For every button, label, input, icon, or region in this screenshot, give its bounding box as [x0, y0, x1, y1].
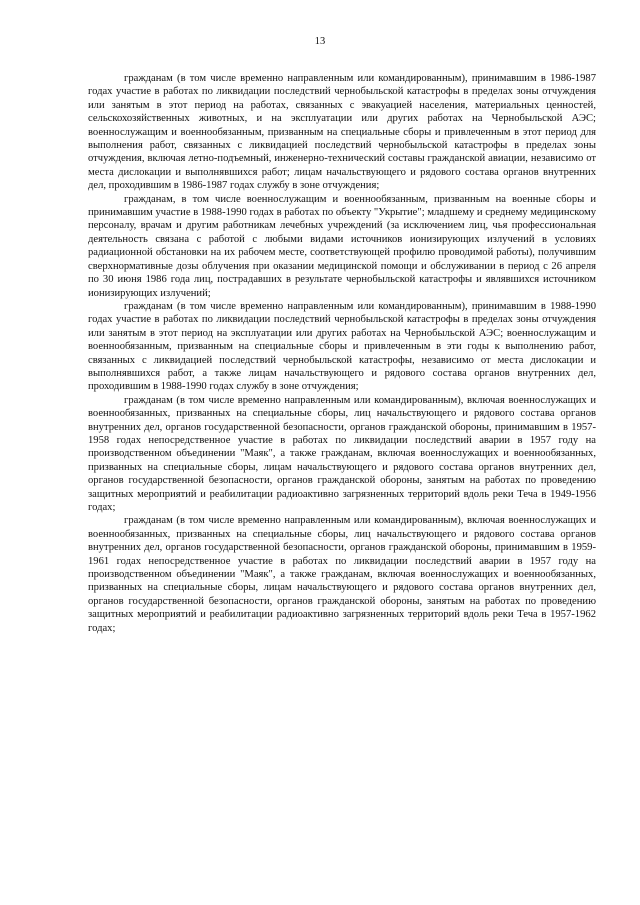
- paragraph-mayak-1959-1961: гражданам (в том числе временно направленным или командированным), включая военнослужащих и военнообязанных, призванных на специальные сборы, лиц начальствующего и рядового состава органов внутренних дел, органов государственной безопасности, органов гражданской обороны, принимавшим в 1959-1961 годах непосредственное участие в работах по ликвидации последствий аварии в 1957 году на производственном объединении "Маяк", а также гражданам, включая военнослужащих и военнообязанных, призванных на специальные сборы, лицам начальствующего и рядового состава органов внутренних дел, органов государственной безопасности, органов гражданской обороны, занятым на работах по проведению защитных мероприятий и реабилитации радиоактивно загрязненных территорий вдоль реки Теча в 1957-1962 годах;: [88, 515, 596, 634]
- document-body: [88, 72, 596, 635]
- page-number: 13: [314, 36, 326, 47]
- paragraph-chernobyl-1988-1990: гражданам (в том числе временно направленным или командированным), принимавшим в 1988-1990 годах участие в работах по ликвидации последствий чернобыльской катастрофы в пределах зоны отчуждения или занятым в этот период на эксплуатации или других работах на Чернобыльской АЭС; военнослужащим и военнообязанным, призванным на специальные сборы и привлеченным в эти годы к выполнению работ, связанных с ликвидацией последствий чернобыльской катастрофы, независимо от места дислокации и выполнявшихся работ, а также лицам начальствующего и рядового состава органов внутренних дел, проходившим в 1988-1990 годах службу в зоне отчуждения;: [88, 300, 596, 393]
- paragraph-ukrytie-1988-1990: гражданам, в том числе военнослужащим и военнообязанным, призванным на военные сборы и принимавшим участие в 1988-1990 годах в работах по объекту "Укрытие"; младшему и среднему медицинскому персоналу, врачам и другим работникам лечебных учреждений (за исключением лиц, чья профессиональная деятельность связана с работой с любыми видами источников ионизирующих излучений в условиях радиационной обстановки на их рабочем месте, соответствующей профилю проводимой работы), получившим сверхнормативные дозы облучения при оказании медицинской помощи и обслуживании в период с 26 апреля по 30 июня 1986 года лиц, пострадавших в результате чернобыльской катастрофы и являвшихся источником ионизирующих излучений;: [88, 193, 596, 299]
- paragraph-chernobyl-1986-1987: гражданам (в том числе временно направленным или командированным), принимавшим в 1986-1987 годах участие в работах по ликвидации последствий чернобыльской катастрофы в пределах зоны отчуждения или занятым в этот период на работах, связанных с эвакуацией населения, материальных ценностей, сельскохозяйственных животных, и на эксплуатации или других работах на Чернобыльской АЭС; военнослужащим и военнообязанным, призванным на специальные сборы и привлеченным в этот период для выполнения работ, связанных с ликвидацией последствий чернобыльской катастрофы в пределах зоны отчуждения, включая летно-подъемный, инженерно-технический составы гражданской авиации, независимо от места дислокации и выполнявшихся работ; лицам начальствующего и рядового состава органов внутренних дел, проходившим в 1986-1987 годах службу в зоне отчуждения;: [88, 73, 596, 192]
- paragraph-mayak-1957-1958: гражданам (в том числе временно направленным или командированным), включая военнослужащих и военнообязанных, призванных на специальные сборы, лиц начальствующего и рядового состава органов внутренних дел, органов государственной безопасности, органов гражданской обороны, принимавшим в 1957-1958 годах непосредственное участие в работах по ликвидации последствий аварии в 1957 году на производственном объединении "Маяк", а также гражданам, включая военнослужащих и военнообязанных, призванных на специальные сборы, лицам начальствующего и рядового состава органов внутренних дел, органов государственной безопасности, органов гражданской обороны, занятым на работах по проведению защитных мероприятий и реабилитации радиоактивно загрязненных территорий вдоль реки Теча в 1949-1956 годах;: [88, 394, 596, 513]
